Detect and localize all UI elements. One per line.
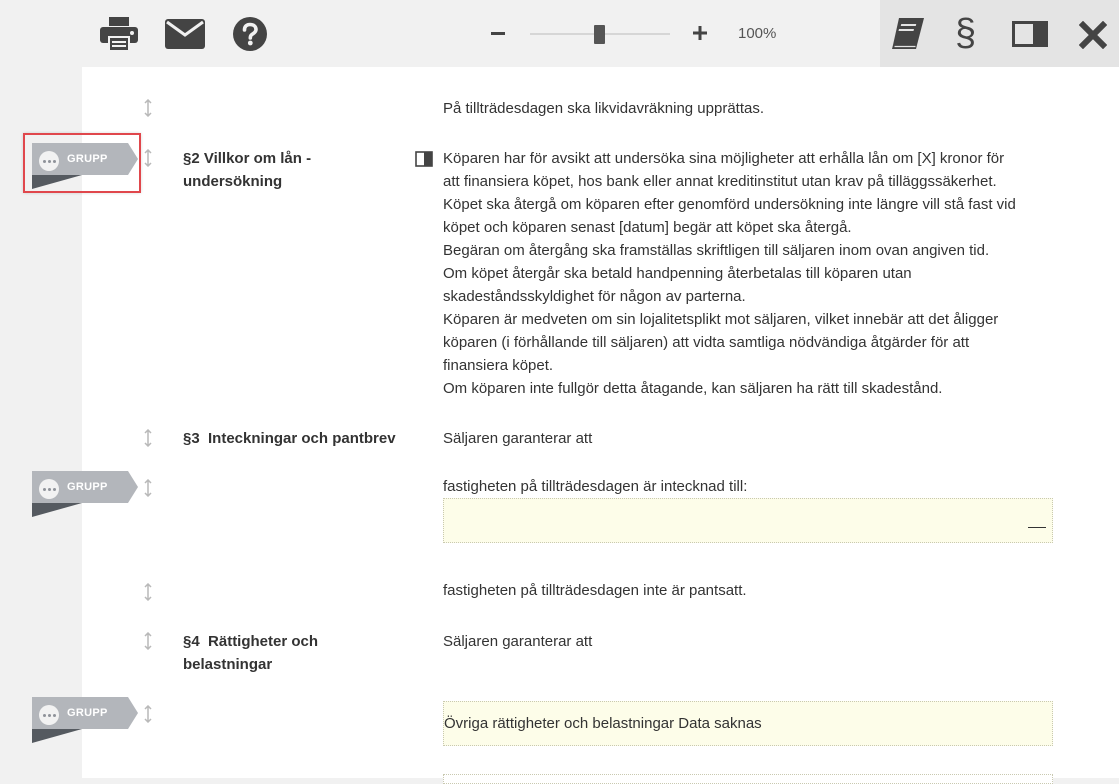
print-icon[interactable] [100,17,138,51]
section2-line: köparen (i förhållande till säljaren) att vidta samtliga nödvändiga åtgärder för att [443,334,970,351]
drag-handle-icon[interactable] [143,99,153,117]
drag-handle-icon[interactable] [143,479,153,497]
zoom-slider-thumb[interactable] [594,25,605,44]
grupp-tag-mortgage[interactable] [32,471,138,521]
section2-line: Köparen har för avsikt att undersöka sina möjligheter att erhålla lån om [X] kronor för [443,150,1005,167]
zoom-in-button[interactable] [690,23,710,43]
section2-line: Köparen är medveten om sin lojalitetsplikt mot säljaren, vilket innebär att det åligger [443,311,999,328]
close-icon[interactable] [1079,21,1107,49]
drag-handle-icon[interactable] [143,429,153,447]
grupp-label: GRUPP [67,707,108,719]
section2-line: Begäran om återgång ska framställas skriftligen till säljaren inom ovan angiven tid. [443,242,990,259]
section2-line: skadeståndsskyldighet för någon av parterna. [443,288,746,305]
mortgage-label: fastigheten på tillträdesdagen är intecknad till: [443,478,748,495]
zoom-level-label: 100% [738,25,777,42]
next-field[interactable] [443,774,1053,784]
more-dots-icon [39,479,59,499]
book-icon[interactable] [890,17,926,51]
grupp-label: GRUPP [67,153,108,165]
section2-body [443,147,1063,400]
section2-line: Om köparen inte fullgör detta åtagande, kan säljaren ha rätt till skadestånd. [443,380,943,397]
toolbar [0,0,1119,67]
zoom-out-button[interactable] [488,23,508,43]
envelope-icon[interactable] [165,19,205,49]
grupp-tag-section4[interactable] [32,697,138,747]
grupp-label: GRUPP [67,481,108,493]
paragraph-icon[interactable]: § [955,12,977,54]
section2-heading: §2 Villkor om lån - undersökning [183,150,312,190]
drag-handle-icon[interactable] [143,632,153,650]
rights-encumbrances-value: Övriga rättigheter och belastningar Data saknas [444,715,762,732]
section4-heading-line1: §4 Rättigheter och [183,633,319,650]
section2-line: att finansiera köpet, hos bank eller annat kreditinstitut utan krav på tilläggssäkerhet. [443,173,997,190]
drag-handle-icon[interactable] [143,149,153,167]
selection-highlight [23,133,141,193]
section4-text: Säljaren garanterar att [443,633,593,650]
section4-heading-line2: belastningar [183,656,273,673]
comment-toggle-icon[interactable] [415,151,433,172]
section2-line: Om köpet återgår ska betald handpenning återbetalas till köparen utan [443,265,912,282]
drag-handle-icon[interactable] [143,705,153,723]
not-pledged-text: fastigheten på tillträdesdagen inte är pantsatt. [443,582,747,599]
mortgage-amount-field[interactable] [443,498,1053,543]
section2-line: finansiera köpet. [443,357,554,374]
panel-toggle-icon[interactable] [1012,21,1048,47]
drag-handle-icon[interactable] [143,583,153,601]
section4-heading [183,630,318,676]
section2-line: Köpet ska återgå om köparen efter genomförd undersökning inte längre vill stå fast vid [443,196,1016,213]
more-dots-icon [39,705,59,725]
intro-text: På tillträdesdagen ska likvidavräkning upprättas. [443,100,765,117]
section2-line: köpet och köparen senast [datum] begär att köpet ska återgå. [443,219,852,236]
section3-text: Säljaren garanterar att [443,430,593,447]
rights-encumbrances-field[interactable] [443,701,1053,746]
section3-heading: §3 Inteckningar och pantbrev [183,430,396,447]
question-circle-icon[interactable] [233,17,267,51]
field-dash [1028,527,1046,528]
